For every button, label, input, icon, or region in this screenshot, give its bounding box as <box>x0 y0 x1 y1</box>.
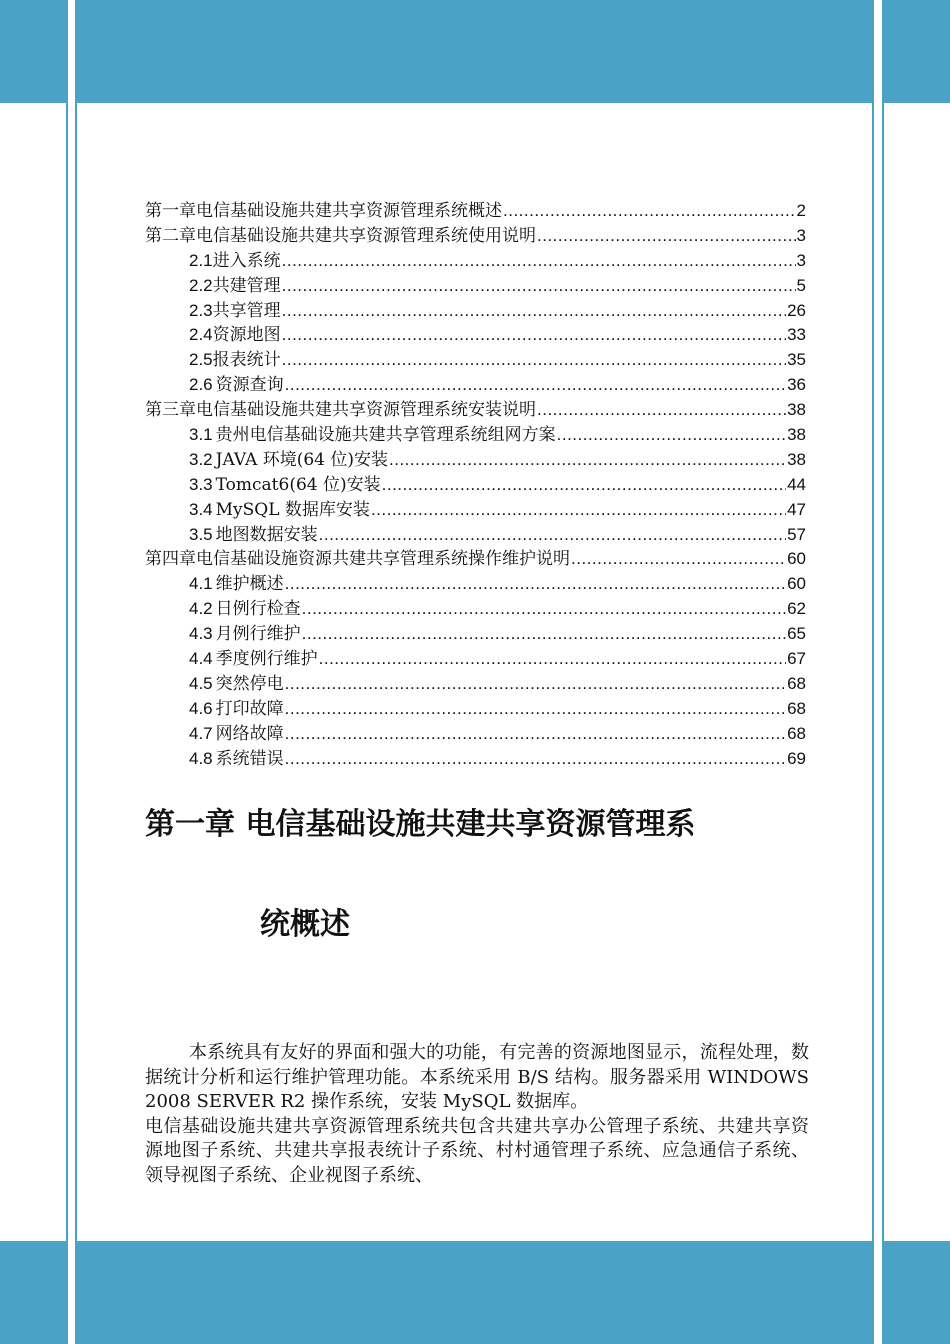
toc-entry[interactable] <box>145 423 806 448</box>
toc-entry-title: 网络故障 <box>215 723 284 744</box>
paragraph: 电信基础设施共建共享资源管理系统共包含共建共享办公管理子系统、共建共享资源地图子系统、共建共享报表统计子系统、村村通管理子系统、应急通信子系统、领导视图子系统、企业视图子系统、 <box>145 1115 809 1186</box>
toc-entry-page: 68 <box>787 673 806 693</box>
toc-entry-number: 3.4 <box>189 499 213 519</box>
toc-entry[interactable] <box>145 323 806 348</box>
toc-entry-page: 38 <box>787 400 806 420</box>
frame-line-right-inner <box>872 0 874 1344</box>
toc-entry[interactable] <box>145 274 806 299</box>
toc-entry-number: 4.3 <box>189 624 213 644</box>
toc-entry-page: 68 <box>787 723 806 743</box>
toc-entry[interactable] <box>145 448 806 473</box>
toc-dot-leader <box>319 647 786 672</box>
toc-entry-title: 资源地图 <box>212 325 281 346</box>
toc-entry-number: 第四章 <box>145 549 196 570</box>
toc-entry-page: 38 <box>787 449 806 469</box>
toc-entry-page: 65 <box>787 624 806 644</box>
toc-entry-number: 4.7 <box>189 723 213 743</box>
toc-entry-number: 第一章 <box>145 201 196 221</box>
toc-entry-page: 2 <box>796 201 806 220</box>
toc-entry-number: 4.4 <box>189 649 213 669</box>
toc-entry-page: 60 <box>787 549 806 569</box>
toc-dot-leader <box>282 249 796 274</box>
toc-entry[interactable] <box>145 597 806 622</box>
toc-entry-number: 3.2 <box>189 449 213 469</box>
toc-dot-leader <box>571 547 786 572</box>
toc-dot-leader <box>537 398 786 423</box>
toc-dot-leader <box>285 373 786 398</box>
toc-entry[interactable] <box>145 572 806 597</box>
toc-entry-title: 打印故障 <box>215 698 284 719</box>
toc-entry-page: 47 <box>787 499 806 519</box>
toc-entry-title: 资源查询 <box>215 375 284 396</box>
toc-entry-title: 地图数据安装 <box>215 524 318 545</box>
chapter-heading-line1: 第一章 电信基础设施共建共享资源管理系 <box>145 807 696 842</box>
toc-entry-title: 共享管理 <box>212 300 281 321</box>
toc-entry-number: 2.3 <box>189 300 213 320</box>
toc-entry-page: 57 <box>787 524 806 544</box>
toc-dot-leader <box>371 498 786 523</box>
toc-entry-number: 4.5 <box>189 673 213 693</box>
toc-entry-number: 4.8 <box>189 748 213 768</box>
toc-entry-number: 2.1 <box>189 250 213 270</box>
toc-entry-page: 67 <box>787 649 806 669</box>
toc-entry-title: 日例行检查 <box>215 599 301 620</box>
toc-entry-page: 3 <box>796 225 806 245</box>
toc-entry-page: 68 <box>787 698 806 718</box>
frame-line-left-inner <box>75 0 77 1344</box>
toc-entry[interactable] <box>145 697 806 722</box>
toc-dot-leader <box>319 523 786 548</box>
toc-entry[interactable] <box>145 672 806 697</box>
toc-entry[interactable] <box>145 747 806 772</box>
toc-entry-number: 2.6 <box>189 375 213 395</box>
toc-entry-title: 电信基础设施共建共享资源管理系统概述 <box>196 201 502 221</box>
toc-dot-leader <box>282 299 786 324</box>
toc-entry-page: 33 <box>787 325 806 345</box>
toc-entry-page: 38 <box>787 425 806 445</box>
toc-entry-page: 60 <box>787 574 806 594</box>
toc-entry-title: 电信基础设施共建共享资源管理系统安装说明 <box>196 400 536 421</box>
chapter-heading <box>145 800 825 950</box>
toc-dot-leader <box>537 224 796 249</box>
toc-entry-page: 44 <box>787 474 806 494</box>
frame-line-left-outer <box>66 0 68 1344</box>
toc-entry-number: 2.5 <box>189 350 213 370</box>
toc-entry-title: 季度例行维护 <box>215 649 318 670</box>
toc-dot-leader <box>282 323 786 348</box>
toc-entry[interactable] <box>145 224 806 249</box>
toc-entry-page: 26 <box>787 300 806 320</box>
toc-entry-number: 2.2 <box>189 275 213 295</box>
toc-entry-page: 69 <box>787 748 806 768</box>
toc-entry-number: 4.2 <box>189 599 213 619</box>
toc-entry-number: 4.1 <box>189 574 213 594</box>
toc-entry[interactable] <box>145 398 806 423</box>
frame-band-top-right <box>884 0 950 103</box>
toc-entry[interactable] <box>145 199 806 224</box>
toc-entry[interactable] <box>145 547 806 572</box>
toc-dot-leader <box>285 722 786 747</box>
chapter-heading-line2: 统概述 <box>260 907 350 942</box>
toc-entry-title: 共建管理 <box>212 275 281 296</box>
toc-dot-leader <box>389 448 786 473</box>
toc-entry[interactable] <box>145 498 806 523</box>
body-text <box>145 1041 809 1188</box>
toc-entry-title: 贵州电信基础设施共建共享管理系统组网方案 <box>215 425 556 446</box>
toc-entry[interactable] <box>145 622 806 647</box>
frame-line-right-outer <box>882 0 884 1344</box>
toc-entry-number: 第三章 <box>145 400 196 421</box>
toc-entry-page: 62 <box>787 599 806 619</box>
toc-entry-title: JAVA 环境(64 位)安装 <box>215 449 388 470</box>
frame-band-top-left <box>0 0 66 103</box>
frame-band-top <box>77 0 872 103</box>
toc-dot-leader <box>282 274 796 299</box>
toc-entry[interactable] <box>145 523 806 548</box>
toc-entry-page: 35 <box>787 350 806 370</box>
toc-entry[interactable] <box>145 473 806 498</box>
table-of-contents <box>145 199 806 771</box>
toc-entry-number: 3.1 <box>189 425 213 445</box>
toc-entry-title: 突然停电 <box>215 673 284 694</box>
toc-entry[interactable] <box>145 722 806 747</box>
toc-entry[interactable] <box>145 249 806 274</box>
toc-entry-page: 36 <box>787 375 806 395</box>
toc-entry-title: 电信基础设施资源共建共享管理系统操作维护说明 <box>196 549 570 570</box>
toc-dot-leader <box>285 672 786 697</box>
toc-entry-page: 5 <box>796 275 806 295</box>
toc-entry-title: 报表统计 <box>212 350 281 371</box>
frame-band-bottom-left <box>0 1241 66 1344</box>
frame-band-bottom-right <box>884 1241 950 1344</box>
toc-entry[interactable] <box>145 647 806 672</box>
toc-dot-leader <box>285 747 786 772</box>
toc-dot-leader <box>285 697 786 722</box>
toc-dot-leader <box>282 348 786 373</box>
toc-dot-leader <box>302 597 786 622</box>
toc-entry-title: 系统错误 <box>215 748 284 769</box>
toc-entry-title: 维护概述 <box>215 574 284 595</box>
toc-entry-number: 2.4 <box>189 325 213 345</box>
toc-dot-leader <box>285 572 786 597</box>
toc-entry[interactable] <box>145 299 806 324</box>
toc-entry-title: 电信基础设施共建共享资源管理系统使用说明 <box>196 225 536 246</box>
toc-entry[interactable] <box>145 373 806 398</box>
toc-entry-number: 3.5 <box>189 524 213 544</box>
toc-entry[interactable] <box>145 348 806 373</box>
frame-band-bottom <box>77 1241 872 1344</box>
toc-entry-title: MySQL 数据库安装 <box>215 499 370 520</box>
toc-entry-number: 4.6 <box>189 698 213 718</box>
toc-entry-number: 3.3 <box>189 474 213 494</box>
toc-entry-page: 3 <box>796 250 806 270</box>
toc-entry-number: 第二章 <box>145 225 196 246</box>
paragraph: 本系统具有友好的界面和强大的功能，有完善的资源地图显示，流程处理，数据统计分析和运行维护管理功能。本系统采用 B/S 结构。服务器采用 WINDOWS 2008 SERVER R2 操作系统，安装 MySQL 数据库。 <box>145 1042 809 1112</box>
toc-entry-title: 进入系统 <box>212 250 281 271</box>
toc-entry-title: Tomcat6(64 位)安装 <box>215 474 381 495</box>
toc-dot-leader <box>382 473 786 498</box>
toc-dot-leader <box>302 622 786 647</box>
toc-dot-leader <box>503 199 796 224</box>
toc-entry-title: 月例行维护 <box>215 624 301 645</box>
toc-dot-leader <box>557 423 786 448</box>
